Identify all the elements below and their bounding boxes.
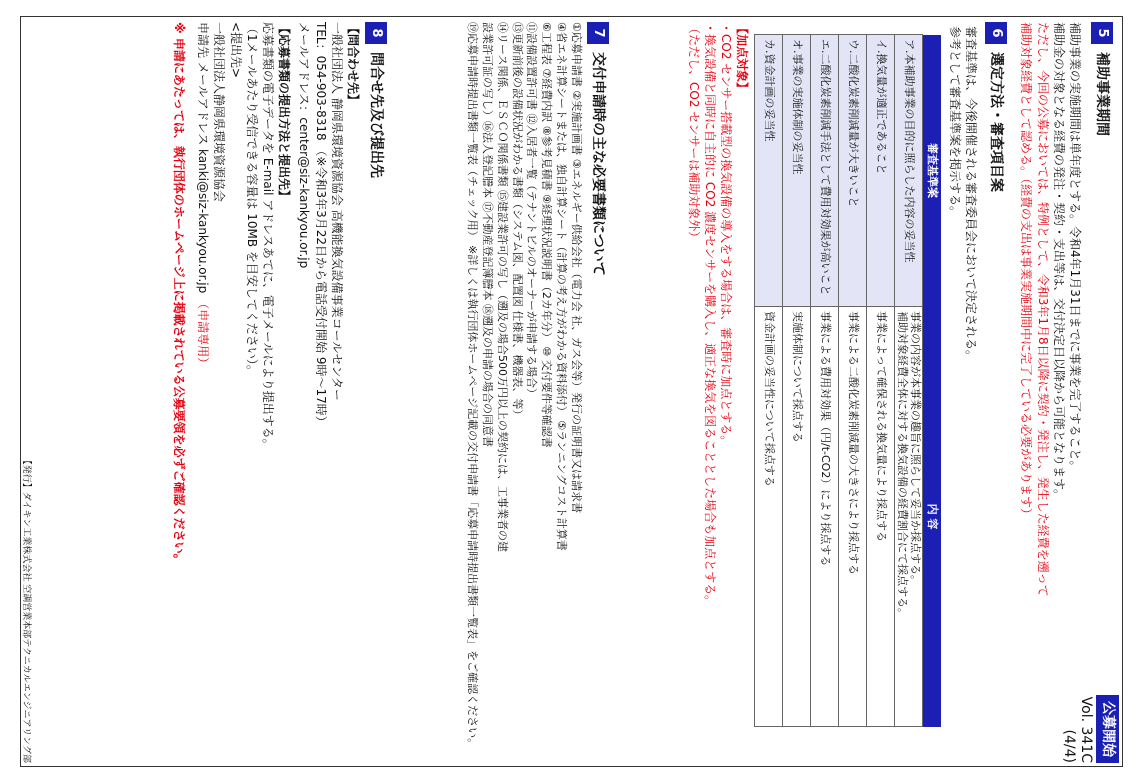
table-row [867,35,895,727]
list-item: ④省エネ計算シートまたは、独自計算シート（計算の考え方がわかる資料添付） ⑤ランニングコスト計算書 [555,22,569,551]
table-cell: ウ.二酸化炭素削減量が大きいこと [839,35,867,307]
table-cell: ア.本補助事業の目的に照らした内容の妥当性 [895,35,923,307]
subheading: 【問合わせ先】 [346,22,360,107]
section-number: 7 [587,22,609,44]
list-item: ⑬更新前後の設備状況がわかる書類（システム図、配置図 仕様書、機器表、等） [510,22,524,421]
table-cell: 事業によって確保される換気量により採点する [867,307,895,727]
table-cell: エ.二酸化炭素削減手法として費用対効果が高いこと [811,35,839,307]
document-list [464,22,583,749]
table-cell: オ.事業の実施体制の妥当性 [783,35,811,307]
note-red: ただし、今回の公募においては、特例として、令和3年1月8日以降に契約・発注し、発生した経費を遡って [1035,22,1050,597]
section-title: 選定方法・審査項目案 [988,52,1005,192]
table-cell: カ.資金計画の妥当性 [755,35,783,307]
paragraph: 審査基準は、今後開催される審査委員会において決定される。 [964,26,978,363]
list-item: ⑲応募申請時提出書類一覧表（チェック用） ※詳しくは執行団体ホームページ記載の交付申請書「応募申請時提出書類一覧表」をご確認ください。 [466,22,480,750]
list-item: ⑪設備設置許可書 ⑫入居者一覧（テナントビルのオーナーが申請する場合） [525,22,539,399]
volume-number: Vol. 341C (4/4) [1061,696,1095,763]
section-5 [1018,22,1113,597]
paragraph: <提出先> [228,22,243,79]
table-cell: イ.換気量が適正であること [867,35,895,307]
section-number: 8 [365,22,387,44]
document-page [20,20,1119,763]
table-header: 内 容 [923,307,941,727]
footer: 【発行】ダイキン工業株式会社 空調営業本部テクニカルエンジニアリング部 [21,455,32,763]
section-number: 6 [985,22,1007,44]
paragraph: 補助事業の実施期間は単年度とする。令和4年1月31日までに事業を完了すること。 [1068,22,1082,473]
status-badge: 公募開始 [1096,695,1119,763]
note-red: （ただし、CO2 センサーは補助対象外） [686,22,701,244]
list-item: ⑭リース関係、ＥＳＣＯ関係書類 ⑮建設業許可の写し（遡及の場合500万円以上の契約には、工事業者の建 [495,22,509,552]
table-cell: 事業の内容が本事業の趣旨に照らして妥当か採点する。 補助対象経費全体に対する換気設備の経費割合にて採点する。 [895,307,923,727]
section-6 [685,22,1007,727]
table-row [811,35,839,727]
table-row [839,35,867,727]
table-cell: 実施体制について採点する [783,307,811,727]
criteria-table [754,34,941,727]
note-red: ・CO2 センサー搭載型の換気設備の導入をする場合は、審査時に加点とする。 [718,22,733,448]
list-item: 設業許可証の写し）⑯法人登記謄本 ⑰不動産登記簿謄本 ⑱遡及の申請の場合の同意書 [480,22,494,447]
table-row [755,35,783,727]
section-number: 5 [1091,22,1113,44]
subheading: 【応募書類の提出方法と提出先】 [277,22,292,203]
phone-number: TEL：054-903-8318 （※令和3年3月22日から電話受付開始 9時～17時） [313,22,328,428]
table-cell: 資金計画の妥当性について採点する [755,307,783,727]
paragraph: 応募書類の電子データを E-mail アドレスあてに、電子メールにより提出する。 [261,22,276,451]
paragraph: 補助金の対象となる経費の発注・契約・支出等は、交付決定日以降から可能となります。 [1051,22,1066,502]
section-7 [464,22,609,749]
table-cell: 事業による費用対効果（円/t-CO2）により採点する [811,307,839,727]
header [1061,695,1119,763]
paragraph: （1メールあたり受信できる容量は 10MB を目安してください）。 [244,22,259,377]
table-cell: 事業による二酸化炭素削減量の大きさにより採点する [839,307,867,727]
note-red: ・換気設備と同時に自主的に CO2 濃度センサーを購入し、適正な換気を図ることとした場合も加点とする。 [702,22,717,608]
section-8 [171,22,387,566]
section-title: 交付申請時の主な必要書類について [590,52,607,276]
list-item: ⑥工程表 ⑦経費内訳 ⑧参考見積書 ⑨経理状況説明書（2カ年分） ⑩ 交付要件等確認書 [540,22,554,448]
paragraph: 一般社団法人静岡県環境資源協会 [212,22,227,203]
paragraph: 参考として審査基準案を掲示する。 [947,26,962,219]
table-header: 審査基準案 [923,35,941,307]
table-row [783,35,811,727]
table-row [895,35,923,727]
note-red: ※ 申請にあたっては、執行団体のホームページ上に掲載されている公募要領を必ずご確認ください。 [172,22,187,566]
section-title: 補助事業期間 [1094,52,1111,136]
list-item: ①応募申請書 ②実施計画書 ③エネルギー供給会社（電力会 社、ガス会等）発行の証明書又は請求書 [570,22,583,514]
note-red: 【加点対象】 [735,22,750,95]
paragraph: 一般社団法人 静岡県環境資源協会 高機能換気設備事業コールセンター [329,22,344,401]
section-title: 問合せ先及び提出先 [368,52,385,178]
paragraph: 申請先 メールアドレス kanki@siz-kankyou.or.jp （申請専用） [196,22,211,370]
email-address: メールアドレス：center@siz-kankyou.or.jp [297,22,312,269]
note-red: 補助対象経費として認める。（経費の支出は事業実施期間中に完了している必要があります） [1019,22,1034,521]
